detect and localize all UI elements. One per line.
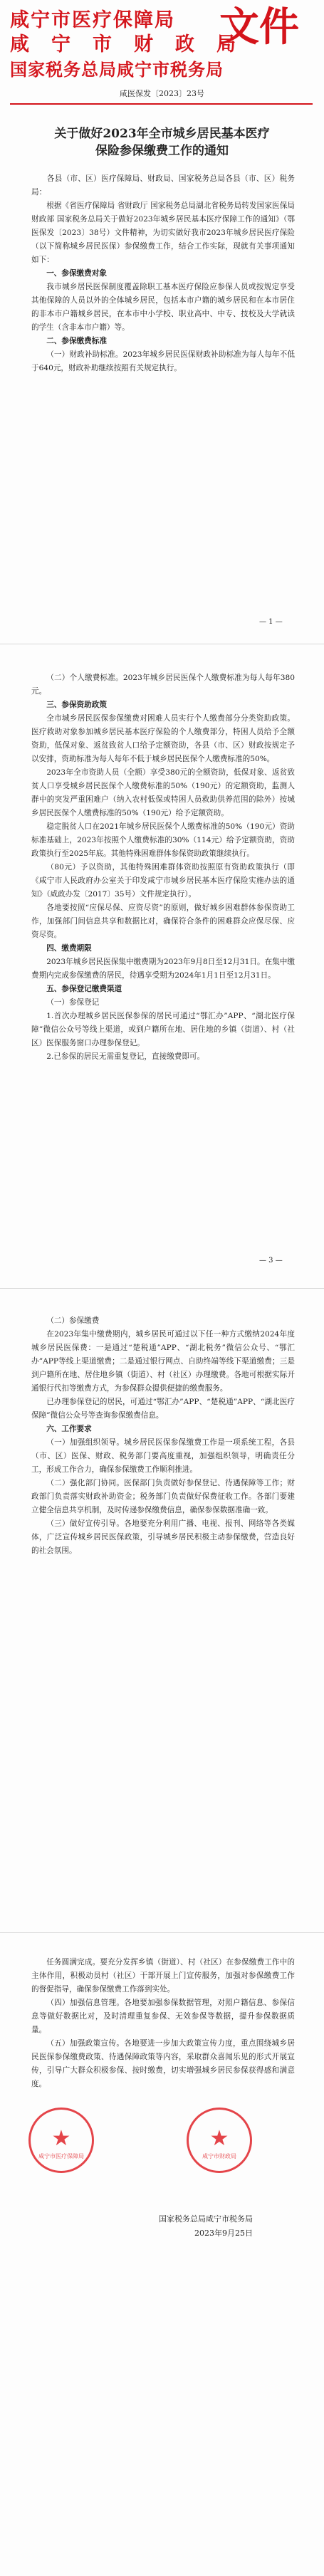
body-paragraph: 全市城乡居民医保参保缴费对困难人员实行个人缴费部分分类资助政策。医疗救助对象参加城乡居民基本医疗保险的个人缴费部分，特困人员给予全额资助，低保对象、返贫致贫人口给予定额资助，各县（市、区）财政按规定予以安排，资助标准为每人每年不低于城乡居民医保个人缴费标准的50%。 [31,714,295,763]
header-wenjian: 文件 [219,4,299,51]
body-paragraph: （80元）予以资助，其他特殊困难群体资助按照原有资助政策执行（即《咸宁市人民政府办公室关于印发咸宁市城乡居民基本医疗保险实施办法的通知》（咸政办发〔2017〕35号）文件规定执行）。 [31,863,295,899]
body-paragraph: 我市城乡居民医保制度覆盖除职工基本医疗保险应参保人员或按规定享受其他保障的人员以外的全体城乡居民，包括本市户籍的城乡居民和在本市居住的非本市户籍城乡居民，在本市中小学校、职业高中、中专、技校及大学就读的学生（含非本市户籍）等。 [31,283,295,332]
section-heading: 三、参保资助政策 [46,701,107,709]
body-paragraph: 根据《省医疗保障局 省财政厅 国家税务总局湖北省税务局转发国家医保局 财政部 国家税务总局关于做好2023年城乡居民基本医疗保障工作的通知》（鄂医保发〔2023〕38号）文件精神，为切实做好我市2023年城乡居民医疗保险（以下简称城乡居民医保）参保缴费工作，结合工作实际，现就有关事项通知如下： [31,201,295,264]
page-2 [0,644,324,1288]
body-paragraph: （五）加强政策宣传。各地要进一步加大政策宣传力度，重点围绕城乡居民医保参保缴费政策、待遇保障政策等内容，采取群众喜闻乐见的形式开展宣传，引导广大群众积极参保、按时缴费，切实增强城乡居民参保获得感和满意度。 [31,2039,295,2088]
doc-title [0,125,324,159]
page-4-body [31,1956,295,2091]
red-rule [10,103,313,105]
section-heading: 六、工作要求 [46,1425,92,1433]
seal-star-icon: ★ [209,2126,229,2151]
page-number-2: — 3 — [259,1257,283,1265]
doc-number: 咸医保发〔2023〕23号 [120,89,204,98]
section-heading: 一、参保缴费对象 [46,269,107,278]
header-issuer-3: 国家税务总局咸宁市税务局 [10,59,224,80]
section-heading: 二、参保缴费标准 [46,337,107,345]
issue-date: 2023年9月25日 [194,2229,253,2238]
official-seal-finance [187,2108,252,2173]
body-paragraph: 任务圆满完成。要充分发挥乡镇（街道）、村（社区）在参保缴费工作中的主体作用，积极动员村（社区）干部开展上门宣传服务，加强对参保缴费工作的督促指导，确保参保缴费工作落到实处。 [31,1958,295,1994]
body-paragraph: 2.已参保的居民无需重复登记，直接缴费即可。 [46,1052,205,1061]
page-number-1: — 1 — [259,618,283,626]
page-4 [0,1933,324,2576]
body-paragraph: （二）个人缴费标准。2023年城乡居民医保个人缴费标准为每人每年380元。 [31,674,295,696]
body-paragraph: （一）参保登记 [46,998,100,1007]
page-2-body [31,671,295,1064]
seal-star-icon: ★ [51,2126,71,2151]
signer-tax-bureau: 国家税务总局咸宁市税务局 [159,2214,253,2224]
body-paragraph: 1.首次办理城乡居民医保参保的居民可通过“鄂汇办”APP、“湖北医疗保障”微信公众号等线上渠道，或到户籍所在地、居住地的乡镇（街道）、村（社区）医保服务窗口办理参保登记。 [31,1012,295,1047]
doc-title-line-2: 保险参保缴费工作的通知 [95,144,229,158]
page-1 [0,0,324,644]
body-paragraph: 在2023年集中缴费期内，城乡居民可通过以下任一种方式缴纳2024年度城乡居民医保费：一是通过“楚税通”APP、“湖北税务”微信公众号、“鄂汇办”APP等线上渠道缴费；二是通过银行网点、自助终端等线下渠道缴费；三是到户籍所在地、居住地乡镇（街道）、村（社区）办理缴费。各地可根据实际开通银行代扣等缴费方式，为参保群众提供便捷的缴费服务。 [31,1330,295,1393]
section-heading: 四、缴费期限 [46,944,92,953]
seal-name: 咸宁市财政局 [202,2153,236,2159]
doc-title-line-1: 关于做好2023年全市城乡居民基本医疗 [54,127,270,141]
body-paragraph: （三）做好宣传引导。各地要充分利用广播、电视、报刊、网络等各类媒体，广泛宣传城乡居民医保政策，引导城乡居民积极主动参保缴费，营造良好的社会氛围。 [31,1519,295,1555]
body-paragraph: 已办理参保登记的居民，可通过“鄂汇办”APP、“楚税通”APP、“湖北医疗保障”微信公众号等查询参保缴费信息。 [31,1398,295,1420]
official-seal-medical-security [28,2108,94,2173]
header-issuer-1: 咸宁市医疗保障局 [10,9,175,31]
body-paragraph: （四）加强信息管理。各地要加强参保数据管理，对照户籍信息、参保信息等做好数据比对，及时清理重复参保、无效参保等数据，提升参保数据质量。 [31,1999,295,2034]
body-paragraph: （一）加强组织领导。城乡居民医保参保缴费工作是一项系统工程，各县（市、区）医保、财政、税务部门要高度重视，加强组织领导，明确责任分工，形成工作合力，确保参保缴费工作顺利推进。 [31,1438,295,1474]
section-heading: 五、参保登记缴费渠道 [46,985,122,993]
body-paragraph: （二）参保缴费 [46,1316,100,1325]
page-1-body [31,172,295,375]
page-3-body [31,1314,295,1558]
body-paragraph: （一）财政补助标准。2023年城乡居民医保财政补助标准为每人每年不低于640元，财政补助继续按照有关规定执行。 [31,350,295,372]
body-paragraph: 2023年城乡居民医保集中缴费期为2023年9月8日至12月31日。在集中缴费期内完成参保缴费的居民，待遇享受期为2024年1月1日至12月31日。 [31,958,295,980]
body-paragraph: 2023年全市资助人员（全额）享受380元的全额资助，低保对象、返贫致贫人口享受城乡居民医保个人缴费标准的50%（190元）的定额资助，监测人群中的突发严重困难户（纳入农村低保或特困人员救助供养范围的除外）按城乡居民医保个人缴费标准的50%（190元）给予定额资助。 [31,768,295,817]
body-paragraph: 各地要按照“应保尽保、应资尽资”的原则，做好城乡困难群体参保资助工作，加强部门间信息共享和数据比对，确保符合条件的困难群众应保尽保、应资尽资。 [31,904,295,939]
body-paragraph: 稳定脱贫人口在2021年城乡居民医保个人缴费标准的50%（190元）资助标准基础上，2023年按照个人缴费标准的30%（114元）给予定额资助，资助政策执行至2025年底。其他特殊困难群体参保资助政策继续执行。 [31,822,295,858]
body-paragraph: 各县（市、区）医疗保障局、财政局、国家税务总局各县（市、区）税务局： [31,174,295,197]
page-3 [0,1289,324,1932]
seal-name: 咸宁市医疗保障局 [38,2153,84,2159]
header-issuer-2: 咸 宁 市 财 政 局 [10,33,237,56]
body-paragraph: （二）强化部门协同。医保部门负责做好参保登记、待遇保障等工作；财政部门负责落实财政补助资金；税务部门负责做好保费征收工作。各部门要建立健全信息共享机制，及时传递参保缴费信息，确保参保数据准确一致。 [31,1479,295,1514]
